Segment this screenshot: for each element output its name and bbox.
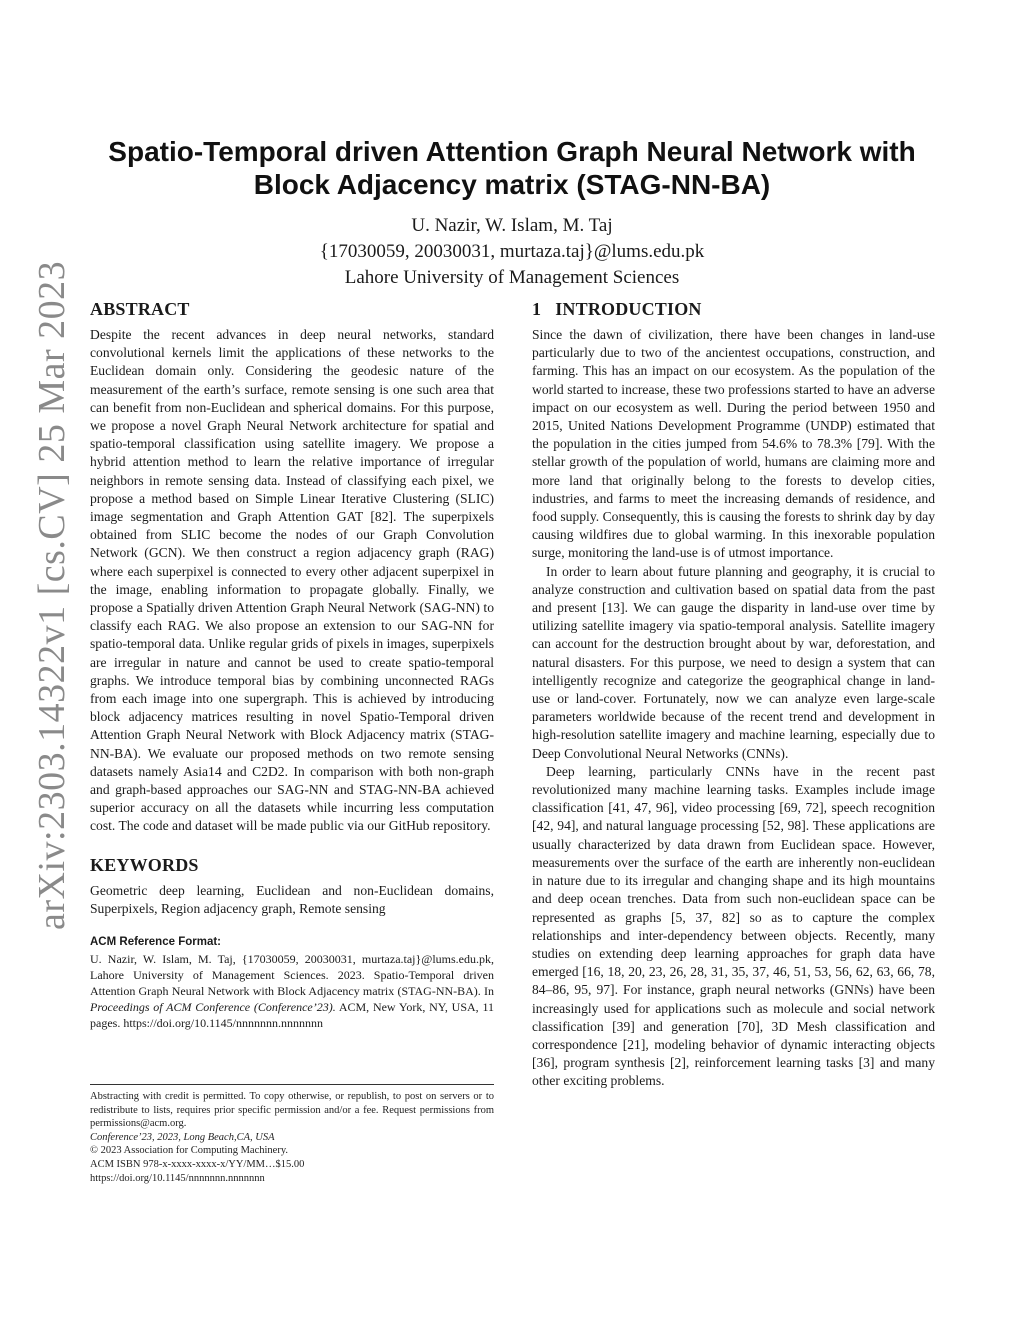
author-emails: {17030059, 20030031, murtaza.taj}@lums.edu.pk: [319, 241, 705, 262]
intro-paragraph-3: Deep learning, particularly CNNs have in the recent past revolutionized many machine learning tasks. Examples include image classification [41, 47, 96], video processing [69, 72], speech recognition [42, 94], and natural language processing [52, 98]. These applications are usually characterized by data drawn from Euclidean space. However, measurements over the surface of the earth are inherently non-euclidean in nature due to its irregular and changing shape and its high mountains and deep ocean trenches. Data from such non-euclidean space can be represented as graphs [5, 37, 82] so as to capture the complex relationships and inter-dependency between objects. Recently, many studies on extending deep learning approaches for graph data have emerged [16, 18, 20, 23, 26, 28, 31, 35, 37, 46, 51, 53, 56, 62, 63, 66, 78, 84–86, 95, 97]. For instance, graph neural networks (GNNs) have been increasingly used for applications such as molecule and social network classification [39] and generation [70], 3D Mesh classification and correspondence [21], modeling behavior of dynamic interacting objects [36], program synthesis [2], reinforcement learning tasks [3] and many other exciting problems.: [532, 763, 935, 1089]
paper-title: Spatio-Temporal driven Attention Graph Neural Network with Block Adjacency matrix (STAG-NN-BA): [108, 136, 916, 200]
footnote-divider: [90, 1084, 494, 1085]
acm-reference-text: [90, 951, 494, 1031]
footnote-conference: Conference’23, 2023, Long Beach,CA, USA: [90, 1131, 275, 1143]
footnote-isbn: ACM ISBN 978-x-xxxx-xxxx-x/YY/MM…$15.00: [90, 1158, 305, 1170]
acm-reference-text-before: U. Nazir, W. Islam, M. Taj, {17030059, 20030031, murtaza.taj}@lums.edu.pk, Lahore University of Management Sciences. 2023. Spatio-Temporal driven Attention Graph Neural Network with Block Adjacency matrix (STAG-NN-BA). In: [90, 952, 494, 999]
keywords-heading: KEYWORDS: [90, 854, 199, 875]
right-column: [532, 298, 935, 1091]
section-title: INTRODUCTION: [555, 299, 702, 319]
intro-paragraph-2: In order to learn about future planning and geography, it is crucial to analyze construction and cultivation based on spatial data from the past and present [13]. We can gauge the disparity in land-use over time by utilizing satellite imagery via spatio-temporal analysis. Satellite imagery can account for the destruction brought about by war, deforestation, and natural disasters. For this purpose, we need to design a system that can intelligently recognize and categorize the geographical change in land-use or land-cover. Fortunately, now we can analyze even large-scale parameters worldwide because of the recent trend and development in high-resolution satellite imagery and machine learning, especially due to Deep Convolutional Neural Networks (CNNs).: [532, 563, 935, 761]
acm-reference-heading: ACM Reference Format:: [90, 936, 221, 949]
abstract-heading: ABSTRACT: [90, 299, 190, 319]
footnote-permission: Abstracting with credit is permitted. To copy otherwise, or republish, to post on servers or to redistribute to lists, requires prior specific permission and/or a fee. Request permissions from permissions@acm.org.: [90, 1091, 494, 1130]
intro-paragraph-1: Since the dawn of civilization, there have been changes in land-use particularly due to two of the ancientest occupations, construction, and farming. This has an impact on our ecosystem. As the population of the world started to increase, these two professions started to have an adverse impact on our ecosystem as well. During the period between 1950 and 2015, United Nations Development Programme (UNDP) estimated that the population in the cities jumped from 54.6% to 78.3% [79]. With the stellar growth of the population of world, humans are claiming more and more land that originally belong to the forests to develop cities, industries, and farms to meet the increasing demands of residence, and food supply. Consequently, this is causing the forests to shrink day by day causing wildfires due to global warming. In this inexorable population surge, monitoring the land-use is of utmost importance.: [532, 327, 935, 561]
left-column: [90, 298, 494, 1031]
footnote-block: [90, 1090, 494, 1185]
abstract-text: Despite the recent advances in deep neural networks, standard convolutional kernels limit the applications of these networks to the Euclidean domain only. Considering the geodesic nature of the measurement of the earth’s surface, remote sensing is one such area that can benefit from non-Euclidean and spherical domains. For this purpose, we propose a novel Graph Neural Network architecture for spatial and spatio-temporal classification using satellite imagery. We propose a hybrid attention method to learn the relative importance of irregular neighbors in remote sensing data. Instead of classifying each pixel, we propose a method based on Simple Linear Iterative Clustering (SLIC) image segmentation and Graph Attention GAT [82]. The superpixels obtained from SLIC become the nodes of our Graph Convolution Network (GCN). We then construct a region adjacency graph (RAG) where each superpixel is connected to every other adjacent superpixel in the image, enabling information to propagate globally. Finally, we propose a Spatially driven Attention Graph Neural Network (SAG-NN) to classify each RAG. We also propose an extension to our SAG-NN for spatio-temporal data. Unlike regular grids of pixels in images, superpixels are irregular in nature and cannot be used to create spatio-temporal graphs. We introduce temporal bias by combining unconnected RAGs from each image into one supergraph. This is achieved by introducing block adjacency matrices resulting in novel Spatio-Temporal driven Attention Graph Neural Network with Block Adjacency matrix (STAG-NN-BA). We evaluate our proposed methods on two remote sensing datasets namely Asia14 and C2D2. In comparison with both non-graph and graph-based approaches our SAG-NN and STAG-NN-BA achieved superior accuracy on all the datasets while incurring less computation cost. The code and dataset will be made public via our GitHub repository.: [90, 327, 494, 834]
keywords-text: Geometric deep learning, Euclidean and non-Euclidean domains, Superpixels, Region adjacency graph, Remote sensing: [90, 882, 494, 916]
footnote-copyright: © 2023 Association for Computing Machinery.: [90, 1145, 289, 1157]
footnote-doi: https://doi.org/10.1145/nnnnnnn.nnnnnnn: [90, 1172, 265, 1184]
author-block: [70, 213, 954, 291]
introduction-heading: [532, 298, 935, 320]
acm-reference-text-after: ACM, New York, NY, USA, 11 pages. https://doi.org/10.1145/nnnnnnn.nnnnnnn: [90, 1000, 494, 1031]
acm-reference-proceedings: Proceedings of ACM Conference (Conference’23).: [90, 1000, 336, 1015]
author-names: U. Nazir, W. Islam, M. Taj: [411, 215, 613, 236]
section-number: 1: [532, 299, 542, 319]
author-affiliation: Lahore University of Management Sciences: [344, 267, 680, 288]
arxiv-side-identifier: arXiv:2303.14322v1 [cs.CV] 25 Mar 2023: [31, 260, 73, 930]
